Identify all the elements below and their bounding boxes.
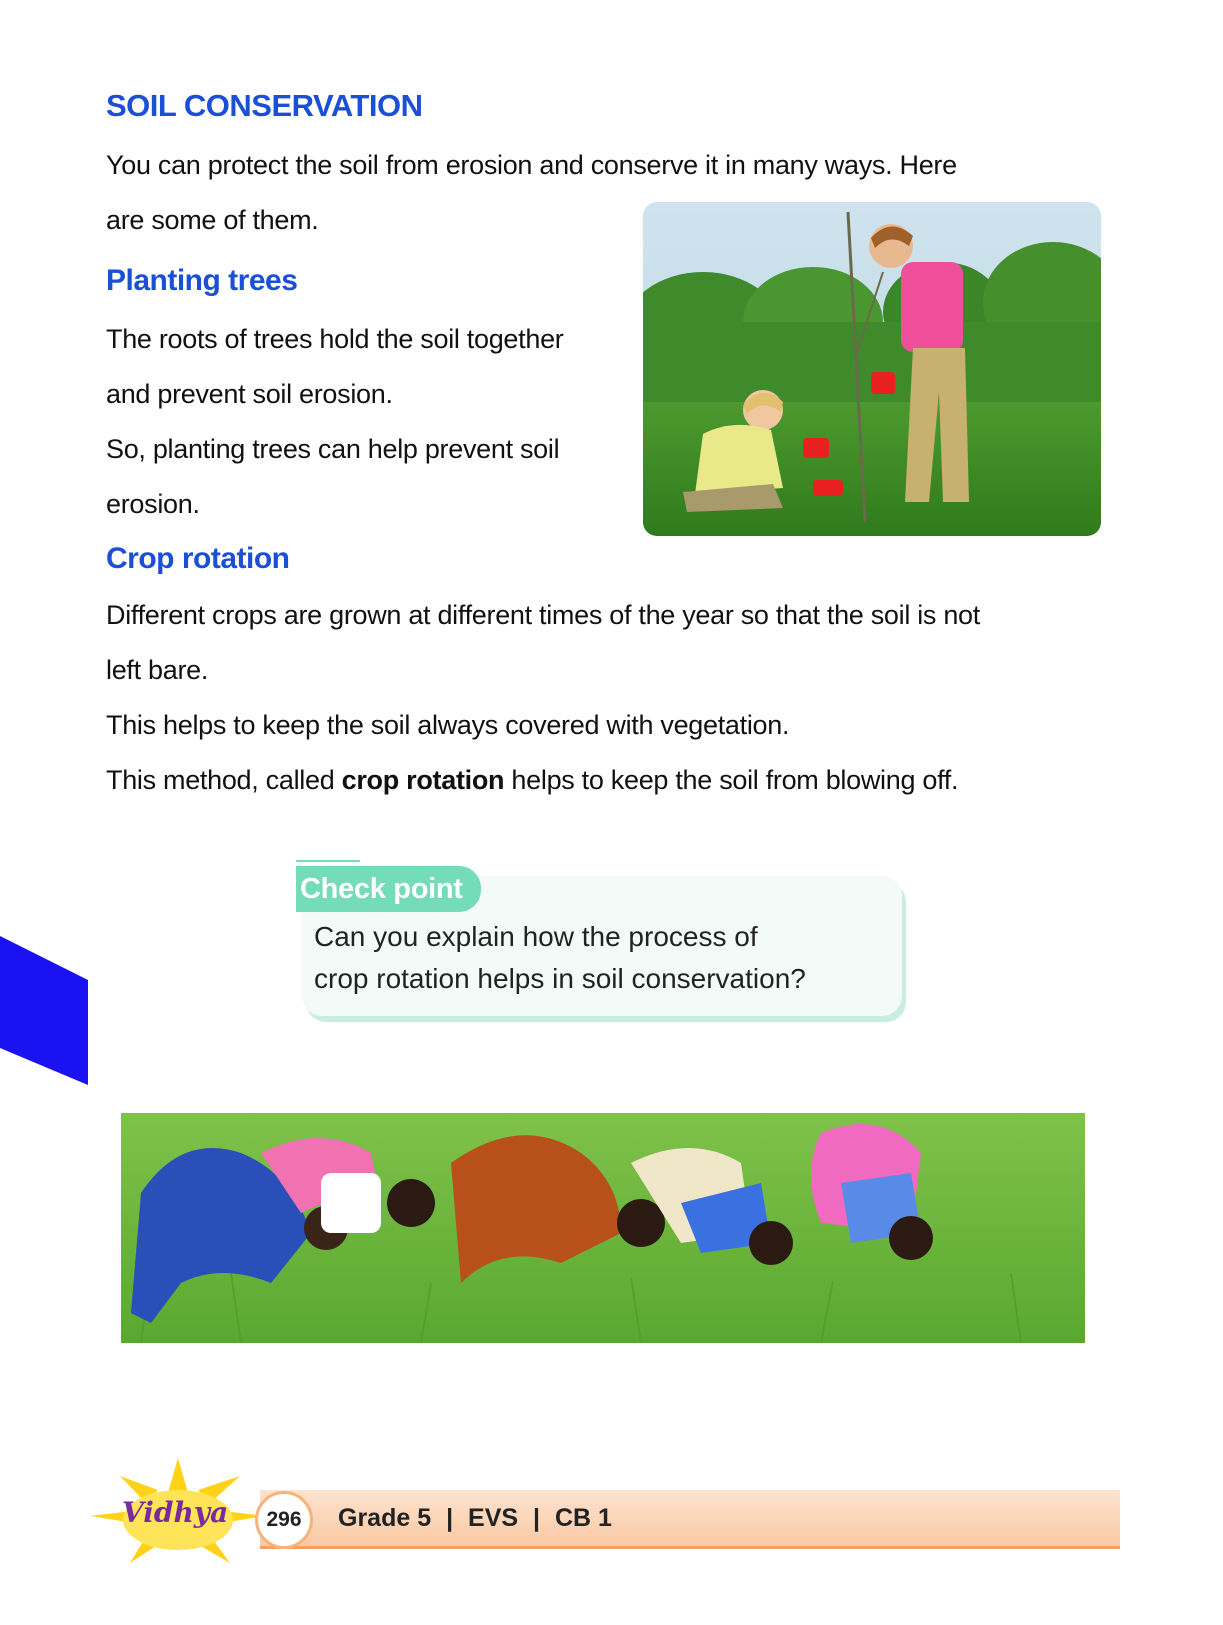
- rice-field-workers-photo: [121, 1113, 1085, 1343]
- planting-line: erosion.: [106, 489, 200, 519]
- planting-line: and prevent soil erosion.: [106, 379, 393, 409]
- crop-rotation-paragraph: [106, 588, 1106, 808]
- crop-line: Different crops are grown at different times of the year so that the soil is not: [106, 600, 980, 630]
- footer-grade: Grade 5: [338, 1504, 432, 1532]
- checkpoint-question-line: crop rotation helps in soil conservation?: [314, 963, 806, 994]
- crop-rotation-heading: Crop rotation: [106, 542, 290, 575]
- footer-book-info: [338, 1500, 612, 1536]
- crop-rotation-term: crop rotation: [341, 765, 505, 795]
- footer-book: CB 1: [554, 1504, 612, 1532]
- section-heading: SOIL CONSERVATION: [106, 88, 423, 123]
- intro-line: are some of them.: [106, 205, 319, 235]
- planting-trees-heading: Planting trees: [106, 264, 298, 297]
- checkpoint-question-line: Can you explain how the process of: [314, 921, 758, 952]
- crop-line-text: helps to keep the soil from blowing off.: [504, 765, 959, 795]
- crop-line: left bare.: [106, 655, 209, 685]
- crop-line: This helps to keep the soil always covered with vegetation.: [106, 710, 790, 740]
- side-tab-marker: [0, 0, 90, 1625]
- vidhya-logo-text: Vidhya: [122, 1496, 229, 1529]
- planting-line: The roots of trees hold the soil together: [106, 324, 564, 354]
- intro-line: You can protect the soil from erosion and conserve it in many ways. Here: [106, 150, 957, 180]
- crop-line-text: This method, called: [106, 765, 342, 795]
- checkpoint-label: Check point: [296, 866, 481, 912]
- planting-trees-paragraph: [106, 312, 646, 532]
- checkpoint-question: [314, 916, 884, 1000]
- footer-separator: |: [446, 1504, 454, 1532]
- planting-line: So, planting trees can help prevent soil: [106, 434, 560, 464]
- footer-separator: |: [533, 1504, 540, 1532]
- crop-line: [106, 753, 1106, 808]
- page-number: 296: [255, 1491, 313, 1549]
- children-planting-photo: [643, 202, 1101, 536]
- footer-subject: EVS: [468, 1504, 519, 1532]
